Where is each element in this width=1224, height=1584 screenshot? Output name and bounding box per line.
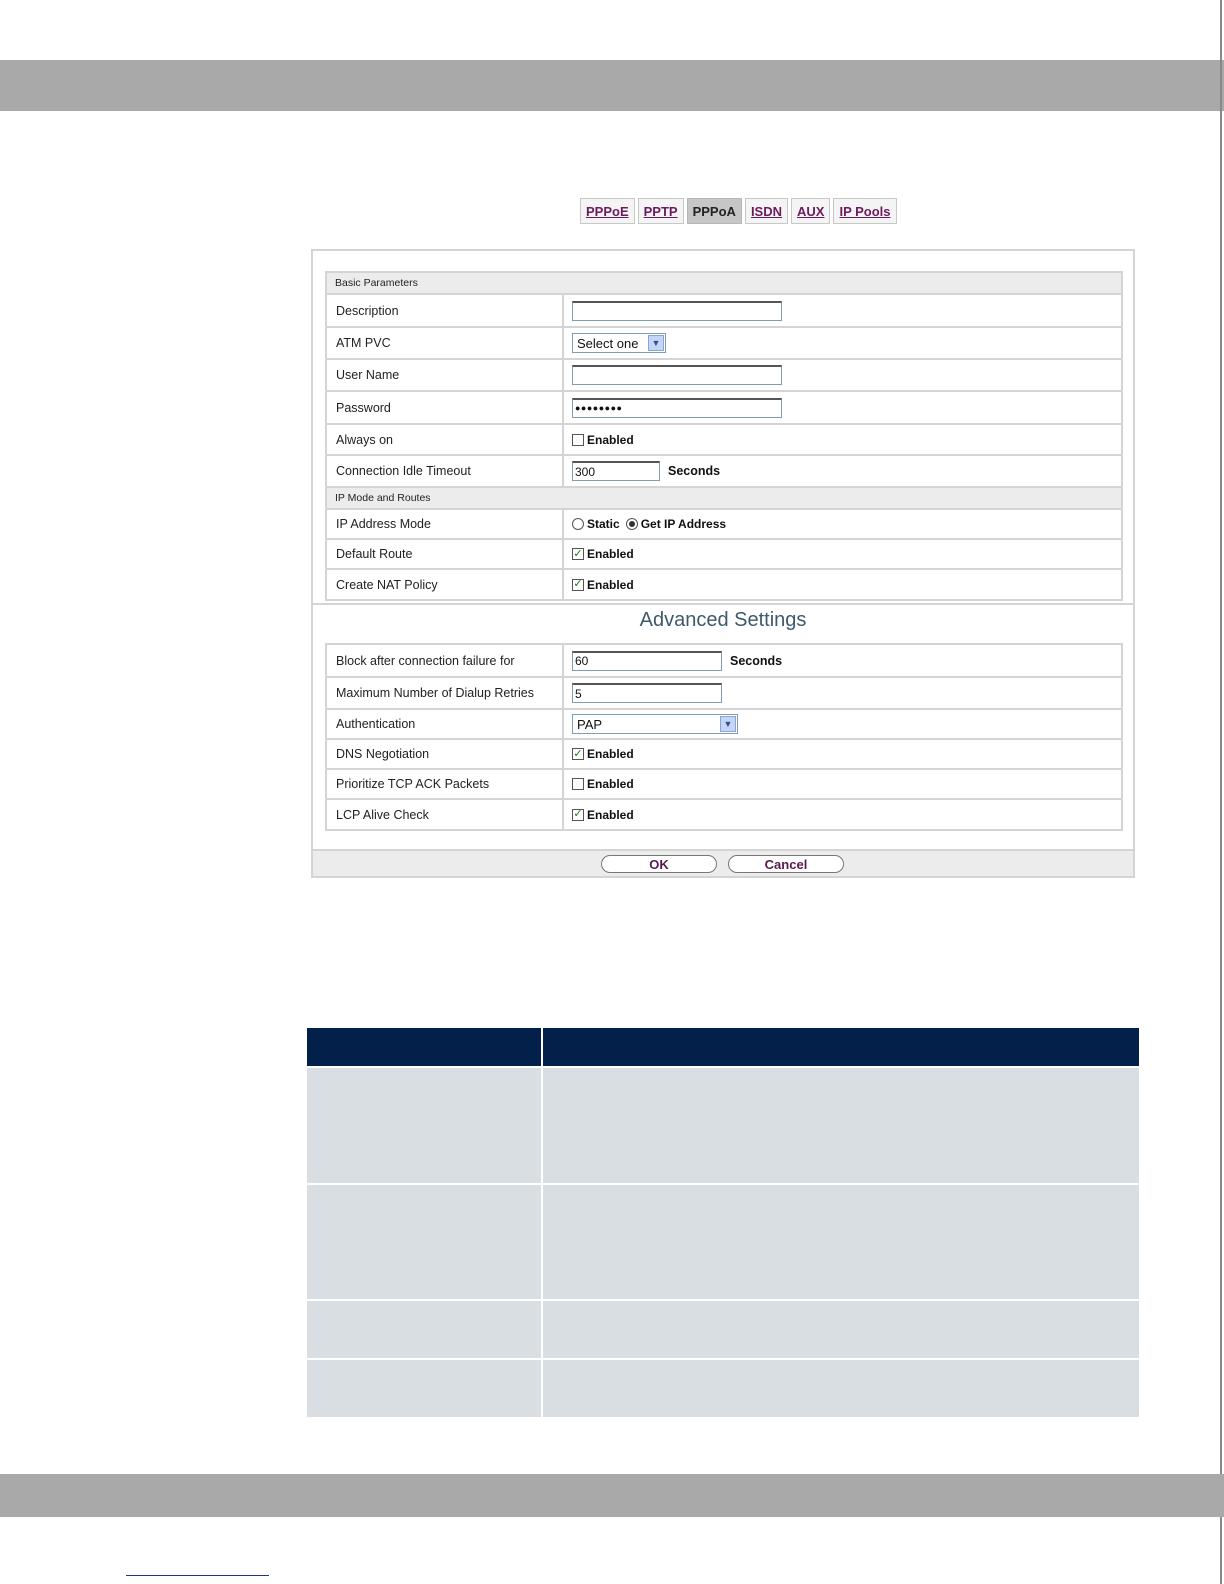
tcp-ack-label: Prioritize TCP ACK Packets — [327, 770, 564, 798]
authentication-row — [327, 710, 1121, 740]
get-ip-address-radio-label: Get IP Address — [640, 517, 727, 531]
block-row — [327, 645, 1121, 678]
ip-address-mode-row — [327, 510, 1121, 540]
default-route-row — [327, 540, 1121, 570]
advanced-settings-title: Advanced Settings — [639, 609, 807, 631]
atm-pvc-row — [327, 328, 1121, 360]
description-input[interactable] — [572, 301, 782, 321]
ip-address-mode-label: IP Address Mode — [327, 510, 564, 538]
dns-negotiation-row — [327, 740, 1121, 770]
user-name-label: User Name — [327, 360, 564, 390]
block-unit: Seconds — [730, 653, 783, 668]
create-nat-label: Create NAT Policy — [327, 570, 564, 599]
lcp-alive-enabled-text: Enabled — [587, 807, 634, 822]
tab-isdn[interactable]: ISDN — [745, 198, 788, 224]
authentication-selected-value: PAP — [577, 716, 603, 732]
advanced-separator — [313, 603, 1133, 605]
ip-mode-header: IP Mode and Routes — [327, 488, 1121, 510]
idle-timeout-unit: Seconds — [668, 464, 721, 478]
default-route-label: Default Route — [327, 540, 564, 568]
table-row — [307, 1183, 1139, 1299]
max-retries-row — [327, 678, 1121, 710]
page-edge-rule — [1220, 0, 1222, 1584]
lcp-alive-row — [327, 800, 1121, 829]
footer-link-underline — [126, 1575, 269, 1576]
basic-parameters-header: Basic Parameters — [327, 273, 1121, 295]
password-row — [327, 392, 1121, 425]
table-row — [307, 1358, 1139, 1417]
dns-negotiation-enabled-text: Enabled — [587, 747, 634, 761]
table-row — [307, 1299, 1139, 1358]
block-input[interactable]: 60 — [572, 651, 722, 671]
atm-pvc-selected-value: Select one — [577, 335, 639, 351]
password-input[interactable]: ●●●●●●●● — [572, 398, 782, 418]
default-route-enabled-text: Enabled — [587, 547, 634, 561]
default-route-checkbox[interactable]: ✓ — [573, 547, 583, 560]
advanced-settings-section — [325, 643, 1123, 831]
static-radio[interactable] — [572, 518, 584, 530]
authentication-select[interactable] — [572, 714, 738, 734]
description-row — [327, 295, 1121, 328]
page-header-bar — [0, 60, 1224, 111]
tab-ip-pools[interactable]: IP Pools — [833, 198, 896, 224]
create-nat-checkbox[interactable]: ✓ — [573, 578, 583, 590]
always-on-label: Always on — [327, 425, 564, 454]
description-label: Description — [327, 295, 564, 326]
tab-bar — [580, 198, 897, 226]
atm-pvc-label: ATM PVC — [327, 328, 564, 358]
chevron-down-icon[interactable]: ▼ — [720, 716, 736, 732]
atm-pvc-select[interactable] — [572, 333, 666, 353]
tcp-ack-checkbox[interactable] — [572, 778, 584, 790]
always-on-enabled-text: Enabled — [587, 432, 634, 447]
chevron-down-icon[interactable]: ▼ — [648, 335, 664, 351]
tcp-ack-row — [327, 770, 1121, 800]
idle-timeout-label: Connection Idle Timeout — [327, 456, 564, 486]
description-table — [307, 1028, 1139, 1417]
user-name-input[interactable] — [572, 365, 782, 385]
cancel-button[interactable]: Cancel — [728, 855, 844, 873]
tab-aux[interactable]: AUX — [791, 198, 830, 224]
pppoa-settings-panel — [311, 249, 1135, 878]
block-label: Block after connection failure for — [327, 645, 564, 676]
lcp-alive-label: LCP Alive Check — [327, 800, 564, 829]
dns-negotiation-label: DNS Negotiation — [327, 740, 564, 768]
description-table-header — [307, 1028, 1139, 1066]
authentication-label: Authentication — [327, 710, 564, 738]
lcp-alive-checkbox[interactable]: ✓ — [573, 808, 583, 820]
create-nat-enabled-text: Enabled — [587, 577, 634, 592]
create-nat-row — [327, 570, 1121, 599]
get-ip-address-radio[interactable] — [626, 518, 638, 530]
tcp-ack-enabled-text: Enabled — [587, 777, 634, 791]
tab-pppoe[interactable]: PPPoE — [580, 198, 635, 224]
ok-button[interactable]: OK — [601, 855, 717, 873]
button-bar — [313, 849, 1133, 876]
max-retries-label: Maximum Number of Dialup Retries — [327, 678, 564, 708]
basic-parameters-section — [325, 271, 1123, 601]
always-on-checkbox[interactable] — [572, 434, 584, 446]
table-row — [307, 1066, 1139, 1183]
user-name-row — [327, 360, 1121, 392]
always-on-row — [327, 425, 1121, 456]
idle-timeout-input[interactable]: 300 — [572, 461, 660, 481]
dns-negotiation-checkbox[interactable]: ✓ — [573, 747, 583, 760]
max-retries-input[interactable]: 5 — [572, 683, 722, 703]
password-label: Password — [327, 392, 564, 423]
tab-pptp[interactable]: PPTP — [638, 198, 684, 224]
tab-pppoa[interactable]: PPPoA — [687, 198, 742, 224]
page-footer-bar — [0, 1474, 1224, 1517]
static-radio-label: Static — [587, 517, 620, 531]
idle-timeout-row — [327, 456, 1121, 488]
